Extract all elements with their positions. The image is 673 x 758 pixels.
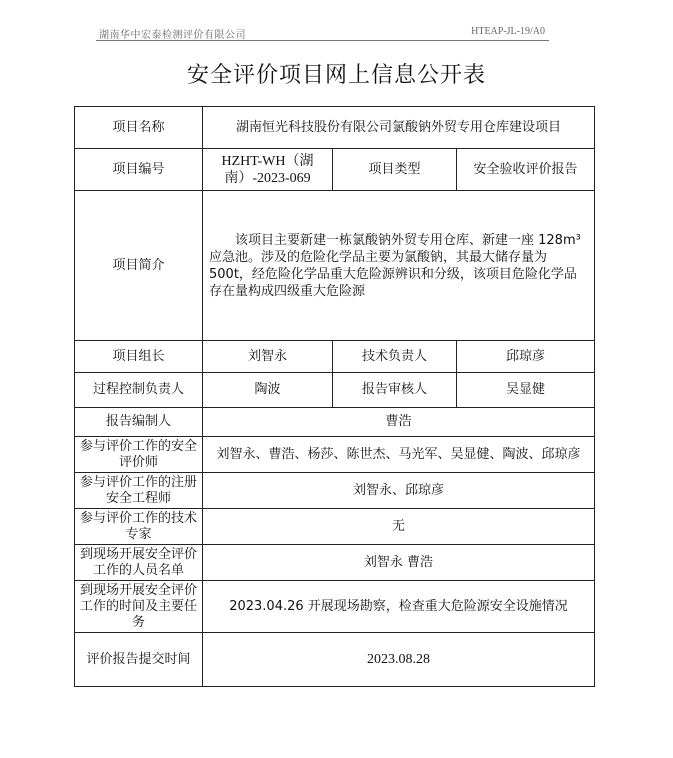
header-divider	[96, 40, 549, 41]
table-row	[75, 408, 595, 437]
table-row	[75, 437, 595, 473]
document-code: HTEAP-JL-19/A0	[471, 26, 545, 37]
reviewer-value: 吴显健	[457, 373, 595, 408]
project-name-value: 湖南恒光科技股份有限公司氯酸钠外贸专用仓库建设项目	[203, 107, 595, 149]
evaluators-label: 参与评价工作的安全评价师	[75, 437, 203, 473]
project-type-label: 项目类型	[333, 149, 457, 191]
info-table	[74, 106, 595, 687]
process-ctrl-label: 过程控制负责人	[75, 373, 203, 408]
project-no-label: 项目编号	[75, 149, 203, 191]
experts-label: 参与评价工作的技术专家	[75, 509, 203, 545]
experts-value: 无	[203, 509, 595, 545]
project-name-label: 项目名称	[75, 107, 203, 149]
site-task-label: 到现场开展安全评价工作的时间及主要任务	[75, 581, 203, 633]
table-row	[75, 149, 595, 191]
table-row	[75, 509, 595, 545]
table-row	[75, 191, 595, 341]
leader-label: 项目组长	[75, 341, 203, 373]
compiler-label: 报告编制人	[75, 408, 203, 437]
site-task-value: 2023.04.26 开展现场勘察，检查重大危险源安全设施情况	[203, 581, 595, 633]
page-title: 安全评价项目网上信息公开表	[186, 63, 486, 88]
table-row	[75, 341, 595, 373]
tech-lead-label: 技术负责人	[333, 341, 457, 373]
reviewer-label: 报告审核人	[333, 373, 457, 408]
compiler-value: 曹浩	[203, 408, 595, 437]
site-staff-value: 刘智永 曹浩	[203, 545, 595, 581]
intro-label: 项目简介	[75, 191, 203, 341]
site-staff-label: 到现场开展安全评价工作的人员名单	[75, 545, 203, 581]
evaluators-value: 刘智永、曹浩、杨莎、陈世杰、马光军、吴显健、陶波、邱琼彦	[203, 437, 595, 473]
leader-value: 刘智永	[203, 341, 333, 373]
tech-lead-value: 邱琼彦	[457, 341, 595, 373]
project-no-value: HZHT-WH（湖南）-2023-069	[203, 149, 333, 191]
intro-value: 该项目主要新建一栋氯酸钠外贸专用仓库、新建一座 128m³ 应急池。涉及的危险化学品主要为氯酸钠，其最大储存量为 500t，经危险化学品重大危险源辨识和分级，该项目危险化学品存在量构成四级重大危险源	[209, 232, 581, 299]
table-row	[75, 107, 595, 149]
engineers-value: 刘智永、邱琼彦	[203, 473, 595, 509]
process-ctrl-value: 陶波	[203, 373, 333, 408]
company-header: 湖南华中宏泰检测评价有限公司	[99, 30, 246, 41]
project-type-value: 安全验收评价报告	[457, 149, 595, 191]
submit-label: 评价报告提交时间	[75, 633, 203, 687]
submit-date-value: 2023.08.28	[203, 633, 595, 687]
intro-cell	[203, 191, 595, 341]
table-row	[75, 473, 595, 509]
engineers-label: 参与评价工作的注册安全工程师	[75, 473, 203, 509]
table-row	[75, 545, 595, 581]
table-row	[75, 373, 595, 408]
table-row	[75, 581, 595, 633]
table-row	[75, 633, 595, 687]
